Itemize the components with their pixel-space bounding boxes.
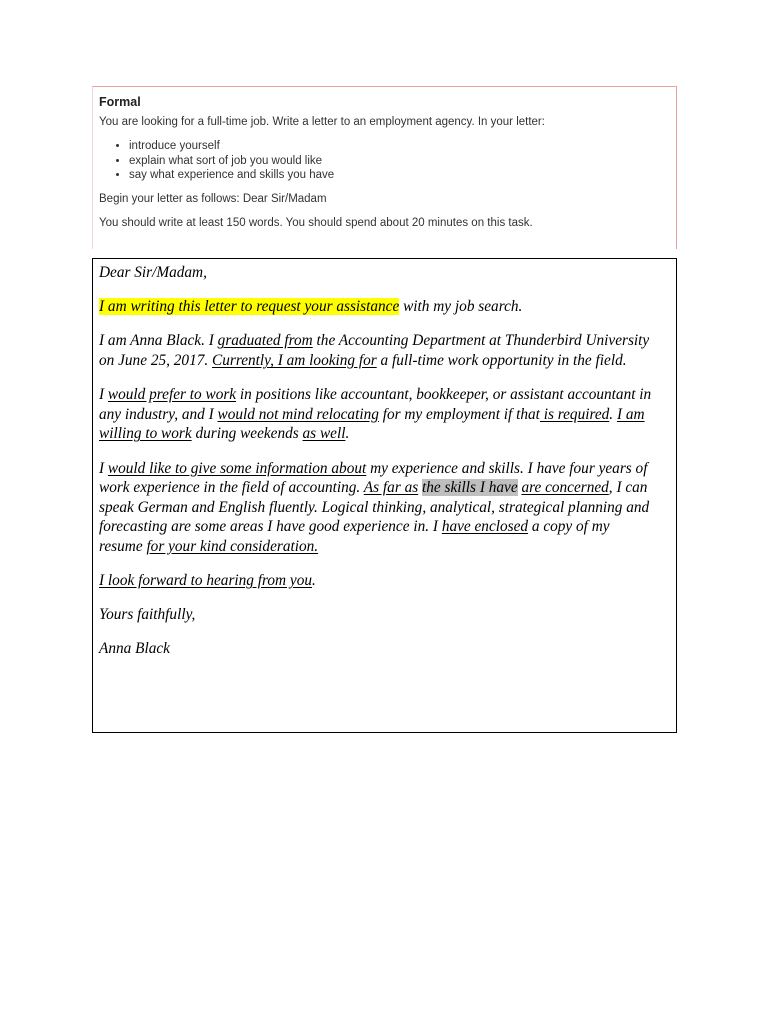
underlined-phrase: graduated from bbox=[217, 332, 313, 350]
letter-paragraph-3 bbox=[99, 385, 656, 444]
underlined-phrase: for your kind consideration. bbox=[146, 537, 319, 555]
letter-text: the Accounting Department at Thunderbird University on June 25, 2017. bbox=[99, 332, 650, 369]
underlined-phrase: I am willing to work bbox=[99, 405, 645, 443]
highlighted-phrase: the skills I have bbox=[422, 479, 518, 497]
letter-text: I am Anna Black. I bbox=[99, 332, 218, 350]
underlined-phrase: would like to give some information about bbox=[107, 459, 367, 477]
underlined-phrase: I look forward to hearing from you bbox=[99, 572, 313, 590]
underlined-phrase: Currently, I am looking for bbox=[212, 351, 377, 369]
task-intro: You are looking for a full-time job. Write a letter to an employment agency. In your letter: bbox=[99, 116, 545, 128]
underlined-phrase: As far as bbox=[363, 479, 419, 497]
letter-greeting: Dear Sir/Madam, bbox=[99, 264, 207, 281]
letter-closing: Yours faithfully, bbox=[99, 606, 196, 624]
letter-text: with my job search. bbox=[399, 298, 523, 316]
highlighted-phrase: I am writing this letter to request your assistance bbox=[99, 298, 400, 316]
letter-text: for my employment if that bbox=[378, 405, 540, 423]
task-bullet-list bbox=[99, 139, 676, 183]
letter-text: a copy of my resume bbox=[99, 518, 610, 555]
underlined-phrase: have enclosed bbox=[441, 518, 529, 536]
underlined-phrase: is required bbox=[539, 405, 610, 423]
letter-paragraph-2 bbox=[99, 331, 656, 370]
underlined-phrase: would prefer to work bbox=[107, 386, 237, 404]
task-heading: Formal bbox=[99, 95, 141, 109]
letter-text: . bbox=[609, 405, 617, 423]
underlined-phrase: would not mind relocating bbox=[217, 405, 379, 423]
letter-box bbox=[92, 258, 677, 733]
letter-text: during weekends bbox=[191, 425, 303, 443]
letter-text: a full-time work opportunity in the field. bbox=[376, 351, 627, 369]
task-bullet: • explain what sort of job you would like bbox=[129, 154, 676, 169]
task-begin-line: Begin your letter as follows: Dear Sir/Madam bbox=[99, 192, 327, 205]
letter-text: I bbox=[99, 459, 108, 477]
letter-paragraph-5 bbox=[99, 571, 656, 591]
task-bullet: • introduce yourself bbox=[129, 139, 676, 154]
letter-signature: Anna Black bbox=[99, 640, 170, 658]
task-requirement-line: You should write at least 150 words. You should spend about 20 minutes on this task. bbox=[99, 216, 533, 229]
task-prompt-box bbox=[92, 86, 677, 249]
letter-paragraph-1 bbox=[99, 297, 656, 317]
task-bullet: • say what experience and skills you have bbox=[129, 168, 676, 183]
letter-text: , I can speak German and English fluently. Logical thinking, analytical, strategical planning and forecasting are some areas I have good experience in. I bbox=[99, 479, 650, 536]
underlined-phrase: as well bbox=[302, 425, 346, 443]
underlined-phrase: are concerned bbox=[521, 479, 609, 497]
letter-text: in positions like accountant, bookkeeper, or assistant accountant in any industry, and I bbox=[99, 386, 652, 423]
letter-paragraph-4 bbox=[99, 459, 656, 557]
letter-text: . bbox=[345, 425, 350, 443]
letter-text: my experience and skills. I have four years of work experience in the field of accounting. bbox=[99, 459, 648, 497]
letter-text: I bbox=[99, 386, 108, 404]
letter-text: . bbox=[312, 572, 316, 590]
